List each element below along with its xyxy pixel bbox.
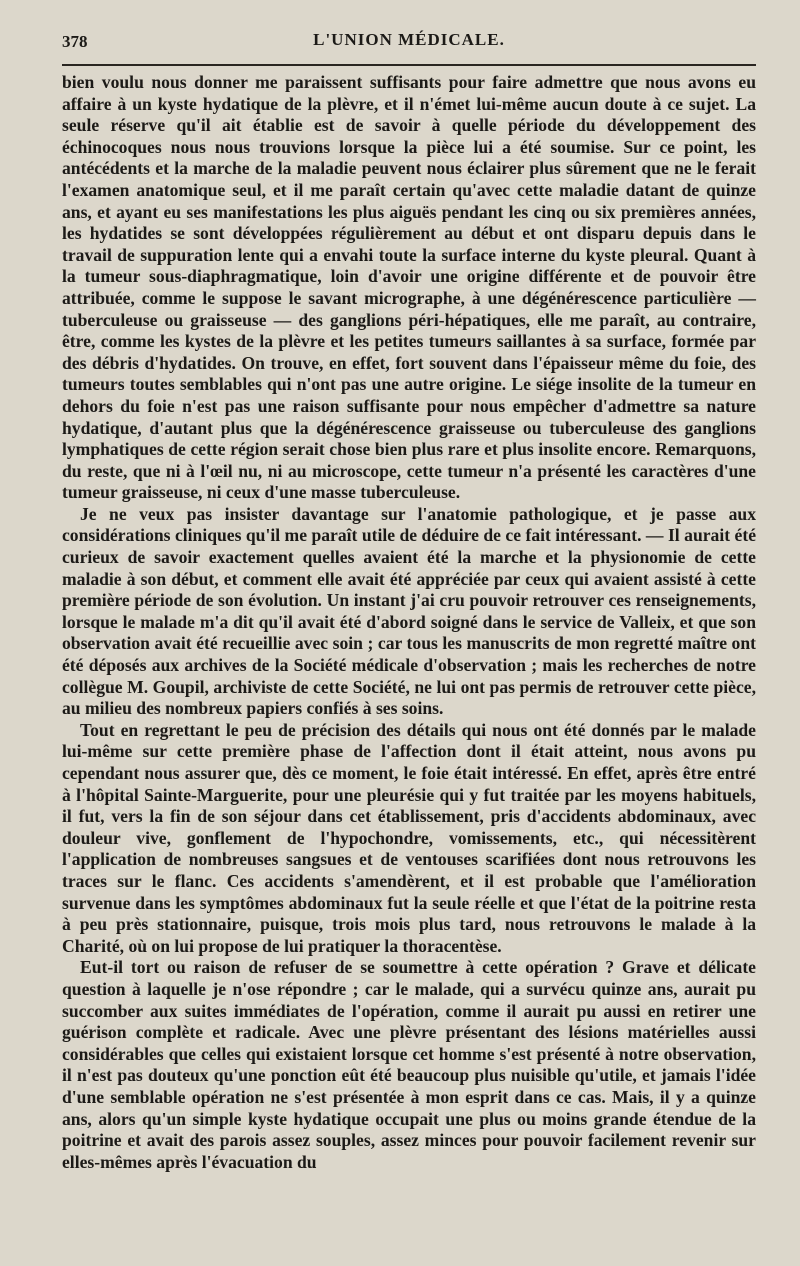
header-rule [62,64,756,66]
article-body [62,72,756,1173]
page-number: 378 [62,32,88,51]
running-head [62,26,756,56]
paragraph: Eut-il tort ou raison de refuser de se soumettre à cette opération ? Grave et délicate question à laquelle je n'ose répondre ; car le malade, qui a survécu quinze ans, aurait pu succomber aux suites immédiates de l'opération, comme il aurait pu aussi en retirer une guérison complète et radicale. Avec une plèvre présentant des lésions matérielles aussi considérables que celles qui existaient lorsque cet homme s'est présenté à notre observation, il n'est pas douteux qu'une ponction eût été beaucoup plus nuisible qu'utile, et jamais l'idée d'une semblable opération ne s'est présentée à mon esprit dans ce cas. Mais, il y a quinze ans, alors qu'un simple kyste hydatique occupait une plus ou moins grande étendue de la poitrine et avait des parois assez souples, assez minces pour pouvoir facilement revenir sur elles-mêmes après l'évacuation du [62,957,756,1172]
paragraph: Tout en regrettant le peu de précision des détails qui nous ont été donnés par le malade lui-même sur cette première phase de l'affection dont il était atteint, nous avons pu cependant nous assurer que, dès ce moment, le foie était intéressé. En effet, après être entré à l'hôpital Sainte-Marguerite, pour une pleurésie qui y fut traitée par les moyens habituels, il fut, vers la fin de son séjour dans cet établissement, pris d'accidents abdominaux, avec douleur vive, gonflement de l'hypochondre, vomissements, etc., qui nécessitèrent l'application de nombreuses sangsues et de ventouses scarifiées dont nous retrouvons les traces sur le flanc. Ces accidents s'amendèrent, et il est probable que l'amélioration survenue dans les symptômes abdominaux fut la seule réelle et que l'état de la poitrine resta à peu près stationnaire, puisque, trois mois plus tard, nous retrouvons le malade à la Charité, où on lui propose de lui pratiquer la thoracentèse. [62,719,756,956]
journal-title: L'UNION MÉDICALE. [313,30,505,49]
paragraph: Je ne veux pas insister davantage sur l'anatomie pathologique, et je passe aux considérations cliniques qu'il me paraît utile de déduire de ce fait intéressant. — Il aurait été curieux de savoir exactement quelles avaient été la marche et la physionomie de cette maladie à son début, et comment elle avait été appréciée par ceux qui avaient assisté à cette première période de son évolution. Un instant j'ai cru pouvoir retrouver ces renseignements, lorsque le malade m'a dit qu'il avait été d'abord soigné dans le service de Valleix, et que son observation avait été recueillie avec soin ; car tous les manuscrits de mon regretté maître ont été déposés aux archives de la Société médicale d'observation ; mais les recherches de notre collègue M. Goupil, archiviste de cette Société, ne lui ont pas permis de retrouver cette pièce, au milieu des nombreux papiers confiés à ses soins. [62,503,756,719]
paragraph: bien voulu nous donner me paraissent suffisants pour faire admettre que nous avons eu affaire à un kyste hydatique de la plèvre, et il n'émet lui-même aucun doute à ce sujet. La seule réserve qu'il ait établie est de savoir à quelle période du développement des échinocoques nous nous trouvions lorsque la pièce lui a été soumise. Sur ce point, les antécédents et la marche de la maladie peuvent nous éclairer plus sûrement que ne le ferait l'examen anatomique seul, et il me paraît certain qu'avec cette maladie datant de quinze ans, et ayant eu ses manifestations les plus aiguës pendant les cinq ou six premières années, les hydatides se sont développées régulièrement au début et ont disparu depuis dans le travail de suppuration lente qui a envahi toute la surface interne du kyste pleural. Quant à la tumeur sous-diaphragmatique, loin d'avoir une origine différente et de pouvoir être attribuée, comme le suppose le savant micrographe, à une dégénérescence particulière — tuberculeuse ou graisseuse — des ganglions péri-hépatiques, elle me paraît, au contraire, être, comme les kystes de la plèvre et les petites tumeurs saillantes à sa surface, formée par des débris d'hydatides. On trouve, en effet, fort souvent dans l'épaisseur même du foie, des tumeurs toutes semblables qui n'ont pas une autre origine. Le siége insolite de la tumeur en dehors du foie n'est pas une raison suffisante pour nous empêcher d'admettre sa nature hydatique, d'autant plus que la dégénérescence graisseuse ou tuberculeuse des ganglions lymphatiques de cette région serait chose bien plus rare et plus insolite encore. Remarquons, du reste, que ni à l'œil nu, ni au microscope, cette tumeur n'a présenté les caractères d'une tumeur graisseuse, ni ceux d'une masse tuberculeuse. [62,72,756,503]
